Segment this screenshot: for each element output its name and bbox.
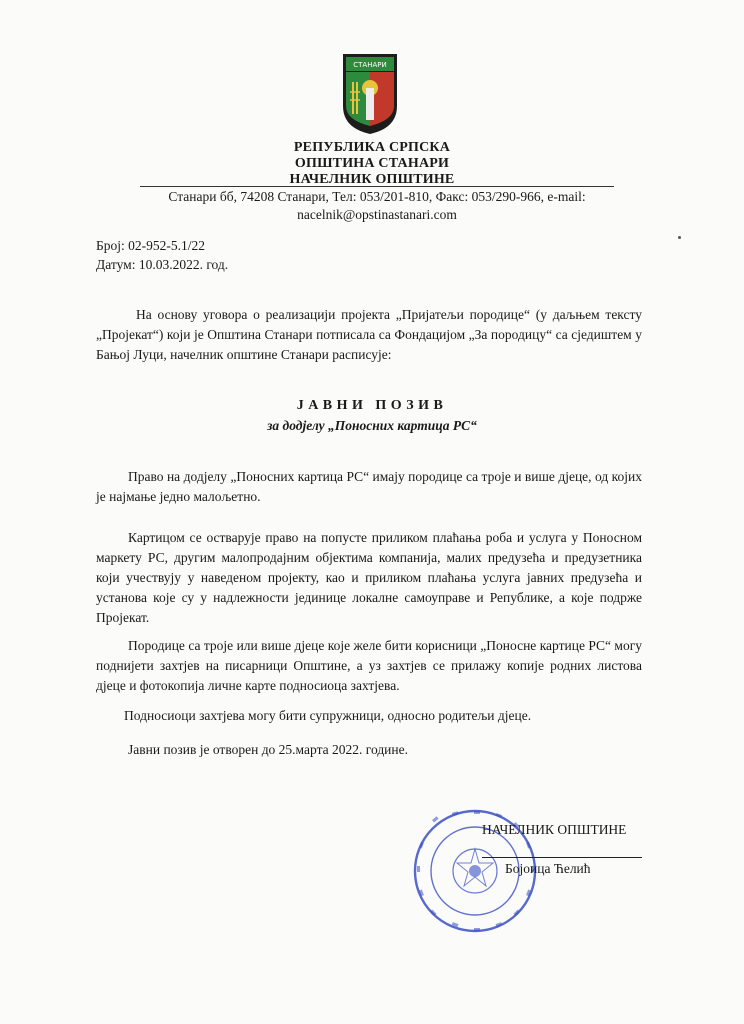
document-title: ЈАВНИ ПОЗИВ bbox=[296, 398, 448, 413]
office-name: НАЧЕЛНИК ОПШТИНЕ bbox=[289, 172, 455, 187]
document-meta bbox=[96, 236, 228, 274]
contact-info bbox=[150, 188, 604, 224]
paragraph-applicants: Подносиоци захтјева могу бити супружници, односно родитељи дјеце. bbox=[124, 708, 532, 723]
paragraph-deadline: Јавни позив је отворен до 25.марта 2022. године. bbox=[128, 742, 408, 757]
document-date: Датум: 10.03.2022. год. bbox=[96, 257, 229, 272]
paragraph-eligibility: Право на додјелу „Поносних картица РС“ имају породице са троје и више дјеце, од којих је најмање једно малољетно. bbox=[96, 469, 642, 504]
paragraph-application: Породице са троје или више дјеце које желе бити корисници „Поносне картице РС“ могу поднијети захтјев на писарници Општине, а уз захтјев се прилажу копије родних листова дјеце и фотокопија личне карте подносиоца захтјева. bbox=[96, 638, 642, 693]
header-divider bbox=[140, 186, 614, 187]
document-subtitle: за додјелу „Поносних картица РС“ bbox=[267, 418, 477, 433]
signatory-title: НАЧЕЛНИК ОПШТИНЕ bbox=[482, 822, 627, 837]
republic-name: РЕПУБЛИКА СРПСКА bbox=[293, 140, 451, 155]
municipality-name: ОПШТИНА СТАНАРИ bbox=[294, 156, 450, 171]
contact-email: nacelnik@opstinastanari.com bbox=[297, 207, 457, 222]
intro-paragraph: На основу уговора о реализацији пројекта „Пријатељи породице“ (у даљњем тексту „Пројекат“) који је Општина Станари потписала са Фондацијом „За породицу“ са сједиштем у Бањој Луци, начелник општине Станари расписује: bbox=[96, 307, 642, 362]
letterhead bbox=[0, 140, 744, 188]
scan-speck bbox=[678, 236, 681, 239]
svg-text:СТАНАРИ: СТАНАРИ bbox=[353, 61, 387, 69]
document-number: Број: 02-952-5.1/22 bbox=[96, 238, 205, 253]
signatory-name: Бојоица Ћелић bbox=[505, 861, 591, 876]
municipal-crest-icon bbox=[341, 52, 399, 136]
signature-line bbox=[482, 857, 642, 858]
paragraph-benefits: Картицом се остварује право на попусте приликом плаћања роба и услуга у Поносном маркету РС, другим малопродајним објектима компанија, малих предузећа и предузетника који учествују у наведеном пројекту, као и приликом плаћања услуга јавних предузећа и установа које су у надлежности јединице локалне самоуправе и Републике, а које подрже Пројекат. bbox=[96, 530, 642, 625]
contact-address: Станари бб, 74208 Станари, Тел: 053/201-810, Факс: 053/290-966, e-mail: bbox=[168, 189, 586, 204]
